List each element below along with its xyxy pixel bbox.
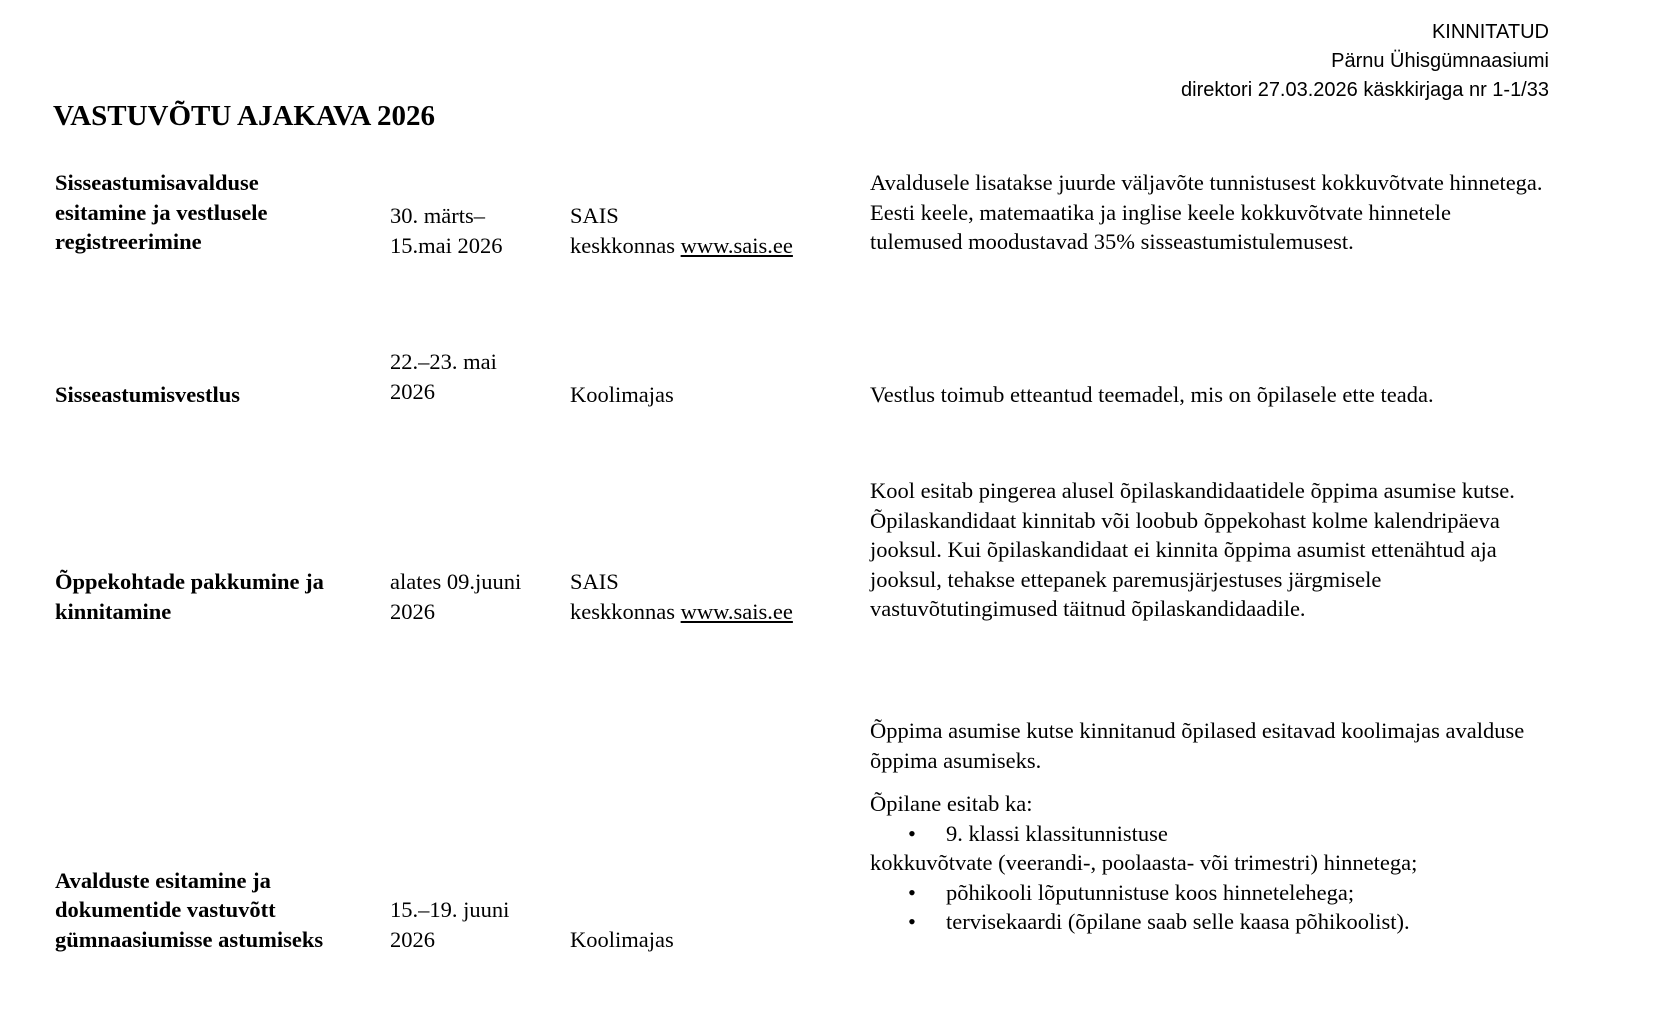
step-date: alates 09.juuni 2026	[390, 569, 522, 624]
step-name: Sisseastumisavalduse esitamine ja vestlusele registreerimine	[55, 170, 268, 254]
schedule-row	[0, 716, 1664, 954]
step-date: 15.–19. juuni 2026	[390, 897, 510, 952]
approval-note	[1181, 18, 1549, 105]
approval-line: Pärnu Ühisgümnaasiumi	[1331, 50, 1549, 72]
schedule-row	[0, 476, 1664, 626]
step-note: Avaldusele lisatakse juurde väljavõte tunnistusest kokkuvõtvate hinnetega. Eesti keele, matemaatika ja inglise keele kokkuvõtvate hinnetele tulemused moodustavad 35% sisseastumistulemusest.	[870, 170, 1543, 254]
schedule-row	[0, 168, 1664, 260]
step-place: SAIS keskkonnas www.sais.ee	[570, 569, 793, 624]
list-item: • põhikooli lõputunnistuse koos hinnetelehega;	[870, 878, 1660, 908]
list-item: • tervisekaardi (õpilane saab selle kaasa põhikoolist).	[870, 907, 1660, 937]
bullet-icon: •	[908, 879, 916, 905]
schedule-row	[0, 347, 1664, 409]
approval-line: KINNITATUD	[1431, 21, 1549, 43]
approval-line: direktori 27.03.2026 käskkirjaga nr 1-1/33	[1181, 79, 1549, 101]
step-note: Õppima asumise kutse kinnitanud õpilased esitavad koolimajas avalduse õppima asumiseks. Õpilane esitab ka: • 9. klassi klassitunnistuse kokkuvõtvate (veerandi-, poolaasta- või trimestri) hinnetega; • põhikooli lõputunnistuse koos hinnetelehega; • tervisekaardi (õpilane saab selle kaasa põhikoolist).	[870, 716, 1660, 954]
sais-link[interactable]: www.sais.ee	[680, 598, 793, 624]
step-date: 30. märts– 15.mai 2026	[390, 203, 503, 258]
step-place: Koolimajas	[570, 381, 674, 407]
step-place: SAIS keskkonnas www.sais.ee	[570, 203, 793, 258]
step-note: Kool esitab pingerea alusel õpilaskandidaatidele õppima asumise kutse. Õpilaskandidaat kinnitab või loobub õppekohast kolme kalendripäeva jooksul. Kui õpilaskandidaat ei kinnita õppima asumist ettenähtud aja jooksul, tehakse ettepanek paremusjärjestuses järgmisele vastuvõtutingimused täitnud õpilaskandidaadile.	[870, 478, 1515, 621]
step-note: Vestlus toimub etteantud teemadel, mis on õpilasele ette teada.	[870, 381, 1434, 407]
step-date: 22.–23. mai 2026	[390, 349, 497, 404]
bullet-icon: •	[908, 909, 916, 934]
step-name: Avalduste esitamine ja dokumentide vastuvõtt gümnaasiumisse astumiseks	[55, 867, 324, 952]
step-name: Sisseastumisvestlus	[55, 381, 241, 407]
bullet-icon: •	[908, 820, 916, 846]
step-place: Koolimajas	[570, 926, 674, 952]
page-title: VASTUVÕTU AJAKAVA 2026	[53, 100, 435, 132]
step-name: Õppekohtade pakkumine ja kinnitamine	[55, 569, 324, 624]
sais-link[interactable]: www.sais.ee	[680, 232, 793, 258]
list-item: • 9. klassi klassitunnistuse	[870, 819, 1660, 849]
